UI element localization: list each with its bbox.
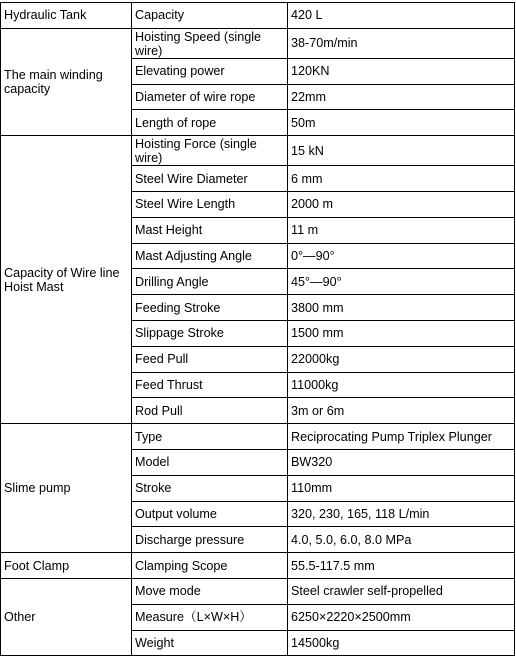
table-row — [1, 3, 515, 29]
group-label-cell: The main winding capacity — [1, 28, 132, 135]
parameter-cell: Weight — [132, 630, 288, 656]
group-label-cell: Capacity of Wire line Hoist Mast — [1, 136, 132, 424]
parameter-cell: Type — [132, 424, 288, 450]
parameter-cell: Feeding Stroke — [132, 295, 288, 321]
parameter-cell: Feed Pull — [132, 346, 288, 372]
group-label-cell: Slime pump — [1, 424, 132, 553]
value-cell: 0°—90° — [288, 243, 515, 269]
group-label-cell: Hydraulic Tank — [1, 3, 132, 29]
parameter-cell: Feed Thrust — [132, 372, 288, 398]
parameter-cell: Rod Pull — [132, 398, 288, 424]
value-cell: 120KN — [288, 58, 515, 84]
value-cell: 11000kg — [288, 372, 515, 398]
parameter-cell: Elevating power — [132, 58, 288, 84]
parameter-cell: Discharge pressure — [132, 527, 288, 553]
table-row — [1, 136, 515, 166]
value-cell: 320, 230, 165, 118 L/min — [288, 501, 515, 527]
table-row — [1, 578, 515, 604]
parameter-cell: Hoisting Force (single wire) — [132, 136, 288, 166]
value-cell: 3m or 6m — [288, 398, 515, 424]
value-cell: 50m — [288, 110, 515, 136]
value-cell: 22mm — [288, 84, 515, 110]
value-cell: 22000kg — [288, 346, 515, 372]
value-cell: 2000 m — [288, 191, 515, 217]
value-cell: 3800 mm — [288, 295, 515, 321]
group-label-cell: Foot Clamp — [1, 553, 132, 579]
value-cell: 11 m — [288, 217, 515, 243]
parameter-cell: Measure（L×W×H） — [132, 604, 288, 630]
parameter-cell: Steel Wire Diameter — [132, 166, 288, 192]
value-cell: 15 kN — [288, 136, 515, 166]
value-cell: 6 mm — [288, 166, 515, 192]
parameter-cell: Capacity — [132, 3, 288, 29]
parameter-cell: Diameter of wire rope — [132, 84, 288, 110]
parameter-cell: Length of rope — [132, 110, 288, 136]
value-cell: 1500 mm — [288, 320, 515, 346]
parameter-cell: Output volume — [132, 501, 288, 527]
value-cell: 6250×2220×2500mm — [288, 604, 515, 630]
parameter-cell: Clamping Scope — [132, 553, 288, 579]
value-cell: 4.0, 5.0, 6.0, 8.0 MPa — [288, 527, 515, 553]
value-cell: Steel crawler self-propelled — [288, 578, 515, 604]
table-row — [1, 553, 515, 579]
value-cell: 45°—90° — [288, 269, 515, 295]
specifications-table-body — [1, 3, 515, 656]
value-cell: BW320 — [288, 449, 515, 475]
value-cell: 55.5-117.5 mm — [288, 553, 515, 579]
specifications-table — [0, 2, 515, 656]
parameter-cell: Model — [132, 449, 288, 475]
group-label-cell: Other — [1, 578, 132, 655]
table-row — [1, 424, 515, 450]
value-cell: 14500kg — [288, 630, 515, 656]
parameter-cell: Stroke — [132, 475, 288, 501]
parameter-cell: Hoisting Speed (single wire) — [132, 28, 288, 58]
parameter-cell: Move mode — [132, 578, 288, 604]
value-cell: 420 L — [288, 3, 515, 29]
value-cell: 38-70m/min — [288, 28, 515, 58]
parameter-cell: Drilling Angle — [132, 269, 288, 295]
parameter-cell: Steel Wire Length — [132, 191, 288, 217]
parameter-cell: Mast Adjusting Angle — [132, 243, 288, 269]
parameter-cell: Slippage Stroke — [132, 320, 288, 346]
table-row — [1, 28, 515, 58]
value-cell: 110mm — [288, 475, 515, 501]
value-cell: Reciprocating Pump Triplex Plunger — [288, 424, 515, 450]
parameter-cell: Mast Height — [132, 217, 288, 243]
